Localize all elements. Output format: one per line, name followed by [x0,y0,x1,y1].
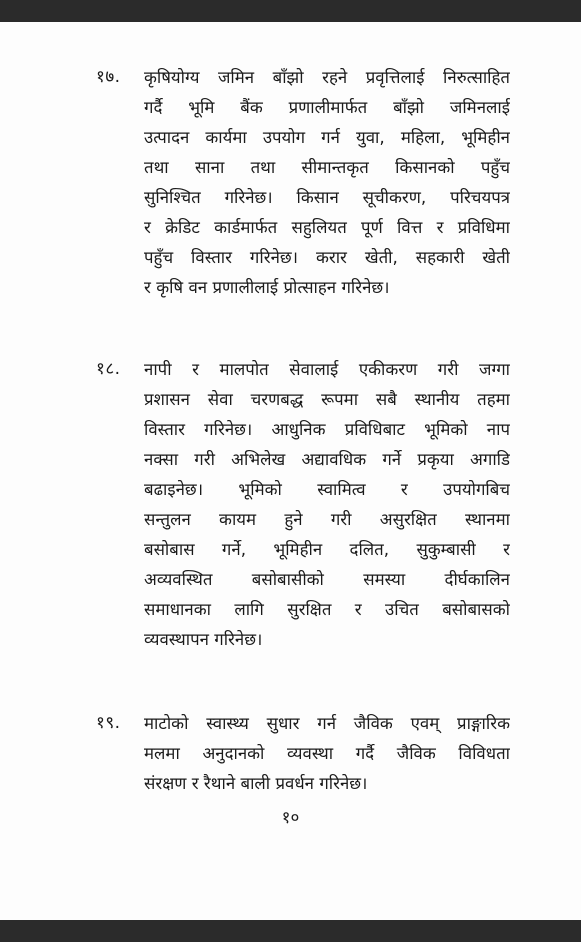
paragraph-19 [96,708,510,798]
text-line: विस्तार गरिनेछ। आधुनिक प्रविधिबाट भूमिको नाप [144,419,510,439]
top-border [0,0,581,22]
text-line: मलमा अनुदानको व्यवस्था गर्दै जैविक विविधता [144,743,510,763]
bottom-border [0,920,581,942]
text-line: बसोबास गर्ने, भूमिहीन दलित, सुकुम्बासी र [144,539,510,559]
text-line: नक्सा गरी अभिलेख अद्यावधिक गर्ने प्रकृया अगाडि [144,449,510,469]
paragraph-18 [96,354,510,654]
page-number: १० [281,808,300,828]
text-line: पहुँच विस्तार गरिनेछ। करार खेती, सहकारी खेती [144,247,510,267]
text-line: सुनिश्चित गरिनेछ। किसान सूचीकरण, परिचयपत्र [144,187,510,207]
text-line: तथा साना तथा सीमान्तकृत किसानको पहुँच [144,157,510,177]
text-line: र क्रेडिट कार्डमार्फत सहुलियत पूर्ण वित्त र प्रविधिमा [144,217,510,237]
text-line: व्यवस्थापन गरिनेछ। [144,629,263,649]
paragraph-body [144,354,510,654]
text-line: संरक्षण र रैथाने बाली प्रवर्धन गरिनेछ। [144,773,368,793]
text-line: नापी र मालपोत सेवालाई एकीकरण गरी जग्गा [144,359,510,379]
text-line: बढाइनेछ। भूमिको स्वामित्व र उपयोगबिच [144,479,510,499]
paragraph-body [144,708,510,798]
paragraph-number: १८. [96,359,121,379]
paragraph-body [144,62,510,302]
paragraph-number: १७. [96,67,121,87]
text-line: माटोको स्वास्थ्य सुधार गर्न जैविक एवम् प्राङ्गारिक [144,713,510,733]
text-line: र कृषि वन प्रणालीलाई प्रोत्साहन गरिनेछ। [144,277,390,297]
text-line: अव्यवस्थित बसोबासीको समस्या दीर्घकालिन [144,569,510,589]
text-line: कृषियोग्य जमिन बाँझो रहने प्रवृत्तिलाई निरुत्साहित [144,67,510,87]
paragraph-number: १९. [96,713,121,733]
text-line: गर्दै भूमि बैंक प्रणालीमार्फत बाँझो जमिनलाई [144,97,510,117]
text-line: प्रशासन सेवा चरणबद्ध रूपमा सबै स्थानीय तहमा [144,389,510,409]
text-line: उत्पादन कार्यमा उपयोग गर्न युवा, महिला, भूमिहीन [144,127,510,147]
text-line: समाधानका लागि सुरक्षित र उचित बसोबासको [144,599,510,619]
text-line: सन्तुलन कायम हुने गरी असुरक्षित स्थानमा [144,509,510,529]
paragraph-17 [96,62,510,302]
